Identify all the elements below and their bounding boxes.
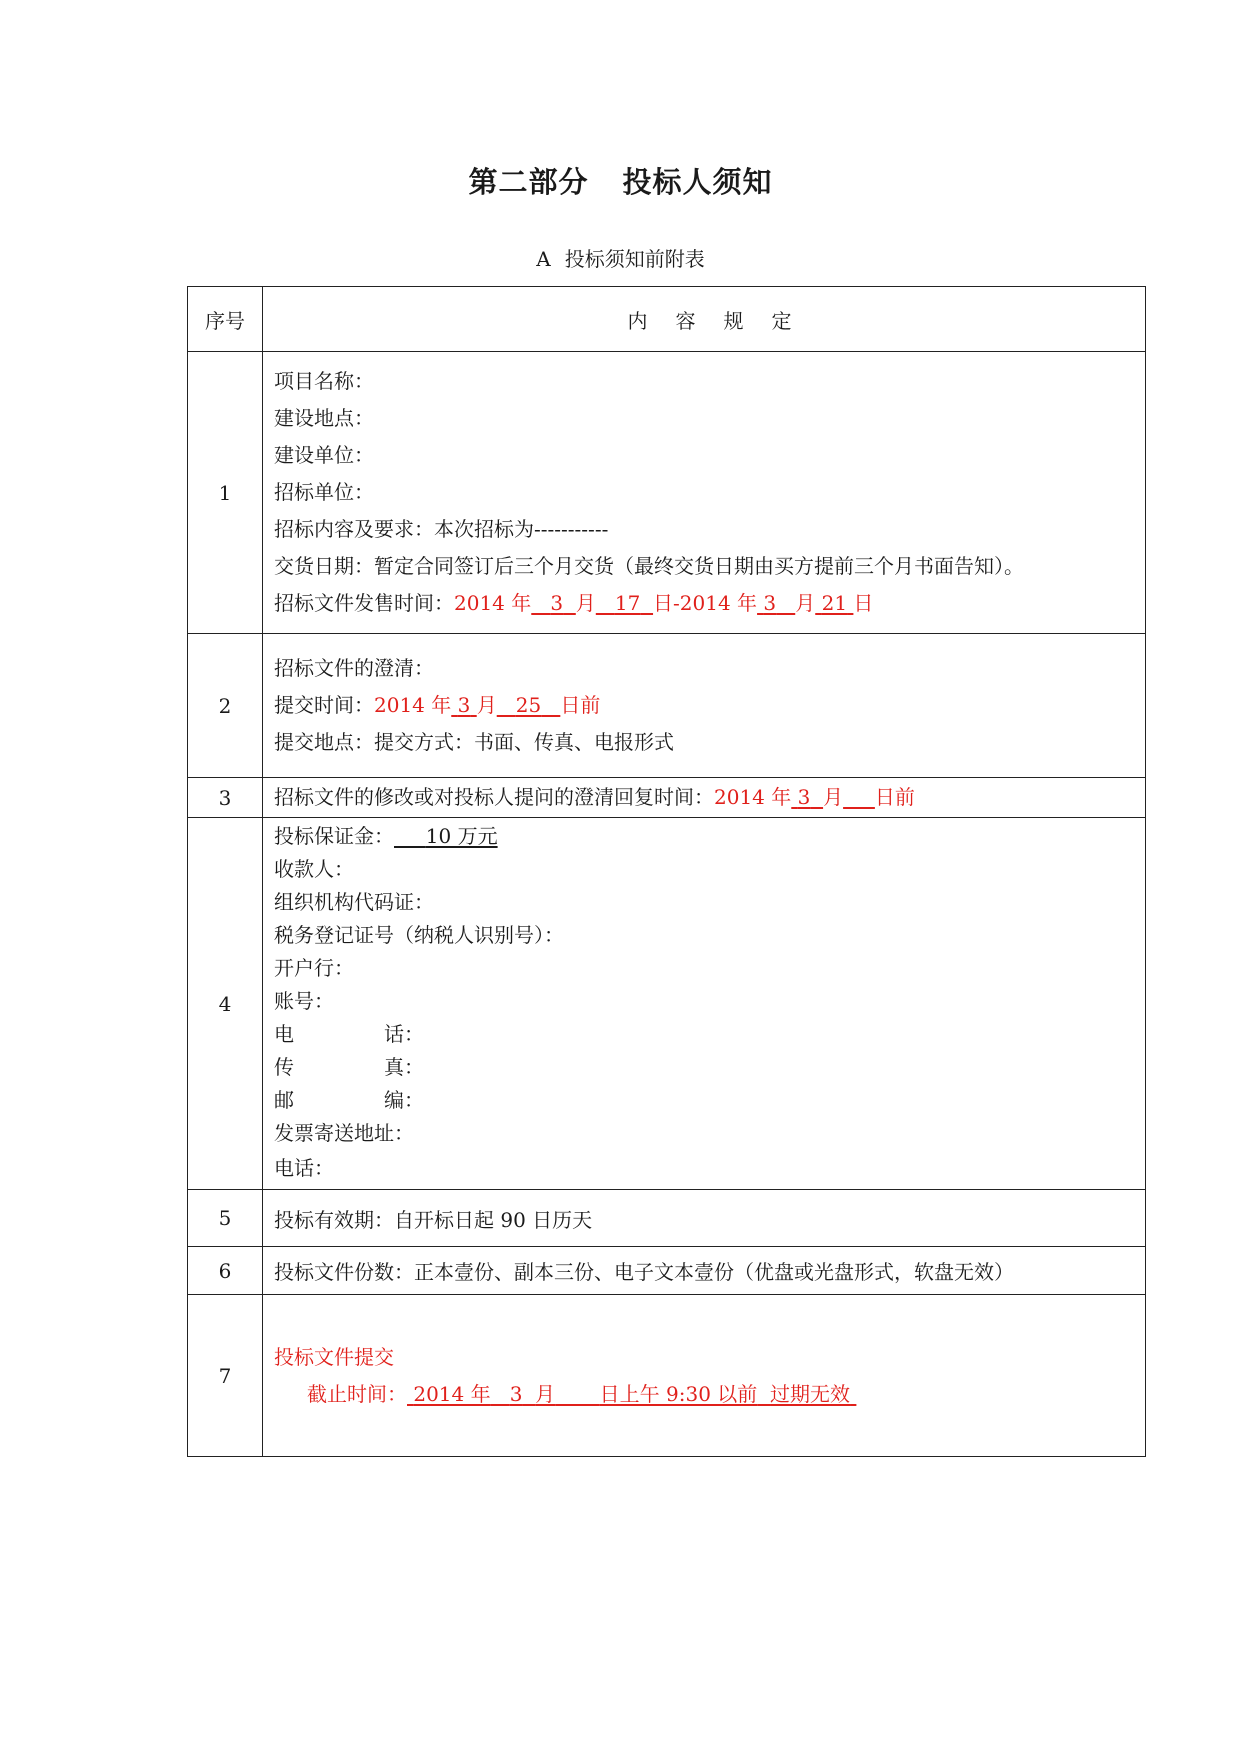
submit-end: 日前	[560, 693, 601, 717]
fax-label: 真：	[384, 1055, 424, 1079]
row-content	[263, 818, 1146, 1190]
sale-period	[274, 585, 1145, 622]
table-row	[188, 818, 1146, 1190]
postcode	[274, 1084, 1145, 1117]
row-num: 3	[188, 778, 263, 818]
table-row	[188, 1190, 1146, 1247]
deadline-year: 2014 年	[413, 1381, 491, 1406]
bond-value: 10 万元	[425, 824, 498, 848]
bond-label: 投标保证金：	[274, 824, 394, 848]
caption-text: 投标须知前附表	[564, 247, 705, 271]
sale-label: 招标文件发售时间：	[274, 591, 454, 615]
submit-month-unit: 月	[476, 693, 497, 717]
row-num: 1	[188, 352, 263, 634]
deadline-month-unit: 月	[535, 1381, 556, 1406]
row-num: 5	[188, 1190, 263, 1247]
header-char: 内	[627, 308, 648, 333]
tender-scope: 招标内容及要求：本次招标为-----------	[274, 517, 609, 541]
telephone	[274, 1018, 1145, 1051]
row-content	[263, 1295, 1146, 1457]
post-label: 编：	[384, 1088, 424, 1112]
submit-place: 提交地点：提交方式：书面、传真、电报形式	[274, 730, 674, 754]
header-char: 容	[675, 308, 696, 333]
reply-month: 3	[797, 785, 811, 809]
project-name: 项目名称：	[274, 369, 374, 393]
copies-required: 投标文件份数：正本壹份、副本三份、电子文本壹份（优盘或光盘形式，软盘无效）	[263, 1247, 1146, 1295]
title-part: 第二部分	[468, 165, 589, 199]
reply-month-unit: 月	[823, 785, 844, 809]
invoice-address: 发票寄送地址：	[274, 1121, 414, 1145]
header-num: 序号	[188, 287, 263, 352]
post-char: 邮	[274, 1088, 294, 1112]
table-row	[188, 778, 1146, 818]
reply-label: 招标文件的修改或对投标人提问的澄清回复时间：	[274, 785, 714, 809]
table-row	[188, 1247, 1146, 1295]
submit-day: 25	[515, 693, 542, 717]
fax-char: 传	[274, 1055, 294, 1079]
tel-label: 话：	[384, 1022, 424, 1046]
sale-month2-unit: 月	[795, 591, 816, 615]
tel-char: 电	[274, 1022, 294, 1046]
deadline	[274, 1376, 1145, 1413]
sale-month1: 3	[550, 591, 564, 615]
sale-day1: 17	[614, 591, 641, 615]
tender-info-table	[187, 286, 1146, 1457]
deadline-month: 3	[509, 1381, 523, 1406]
payee: 收款人：	[274, 857, 354, 881]
sale-day2: 21	[821, 591, 848, 615]
submit-time	[274, 687, 1145, 724]
row-content	[263, 634, 1146, 778]
row-content	[263, 352, 1146, 634]
title-main: 投标人须知	[622, 165, 773, 199]
page-title	[0, 160, 1241, 201]
table-caption	[0, 243, 1241, 272]
table-row	[188, 1295, 1146, 1457]
table-row	[188, 634, 1146, 778]
sale-mid: 日-2014 年	[653, 591, 758, 615]
caption-letter: A	[536, 247, 551, 271]
org-code: 组织机构代码证：	[274, 890, 434, 914]
header-content	[263, 287, 1146, 352]
row-content	[263, 778, 1146, 818]
sale-end: 日	[853, 591, 874, 615]
clarification: 招标文件的澄清：	[274, 656, 434, 680]
sale-month2: 3	[763, 591, 777, 615]
reply-time	[274, 781, 1145, 814]
reply-year: 2014 年	[714, 785, 792, 809]
bid-bond	[274, 820, 1145, 853]
bid-validity: 投标有效期：自开标日起 90 日历天	[263, 1190, 1146, 1247]
sale-year1: 2014 年	[454, 591, 532, 615]
header-char: 规	[723, 308, 744, 333]
submit-year: 2014 年	[374, 693, 452, 717]
row-num: 6	[188, 1247, 263, 1295]
row-num: 2	[188, 634, 263, 778]
deadline-rest: 日上午 9:30 以前	[599, 1381, 758, 1406]
bank: 开户行：	[274, 956, 354, 980]
header-char: 定	[771, 308, 792, 333]
table-header-row	[188, 287, 1146, 352]
submit-month: 3	[457, 693, 471, 717]
tax-number: 税务登记证号（纳税人识别号）：	[274, 923, 564, 947]
tendering-unit: 招标单位：	[274, 480, 374, 504]
table-row	[188, 352, 1146, 634]
row-num: 7	[188, 1295, 263, 1457]
row-num: 4	[188, 818, 263, 1190]
reply-end: 日前	[874, 785, 915, 809]
submission-label: 投标文件提交	[274, 1344, 394, 1369]
fax	[274, 1051, 1145, 1084]
delivery-date: 交货日期：暂定合同签订后三个月交货（最终交货日期由买方提前三个月书面告知）。	[274, 554, 1024, 578]
deadline-label: 截止时间：	[307, 1381, 407, 1406]
account: 账号：	[274, 989, 334, 1013]
construction-site: 建设地点：	[274, 406, 374, 430]
submit-label: 提交时间：	[274, 693, 374, 717]
sale-month1-unit: 月	[575, 591, 596, 615]
construction-unit: 建设单位：	[274, 443, 374, 467]
deadline-note: 过期无效	[770, 1381, 851, 1406]
contact-phone: 电话：	[274, 1156, 334, 1180]
